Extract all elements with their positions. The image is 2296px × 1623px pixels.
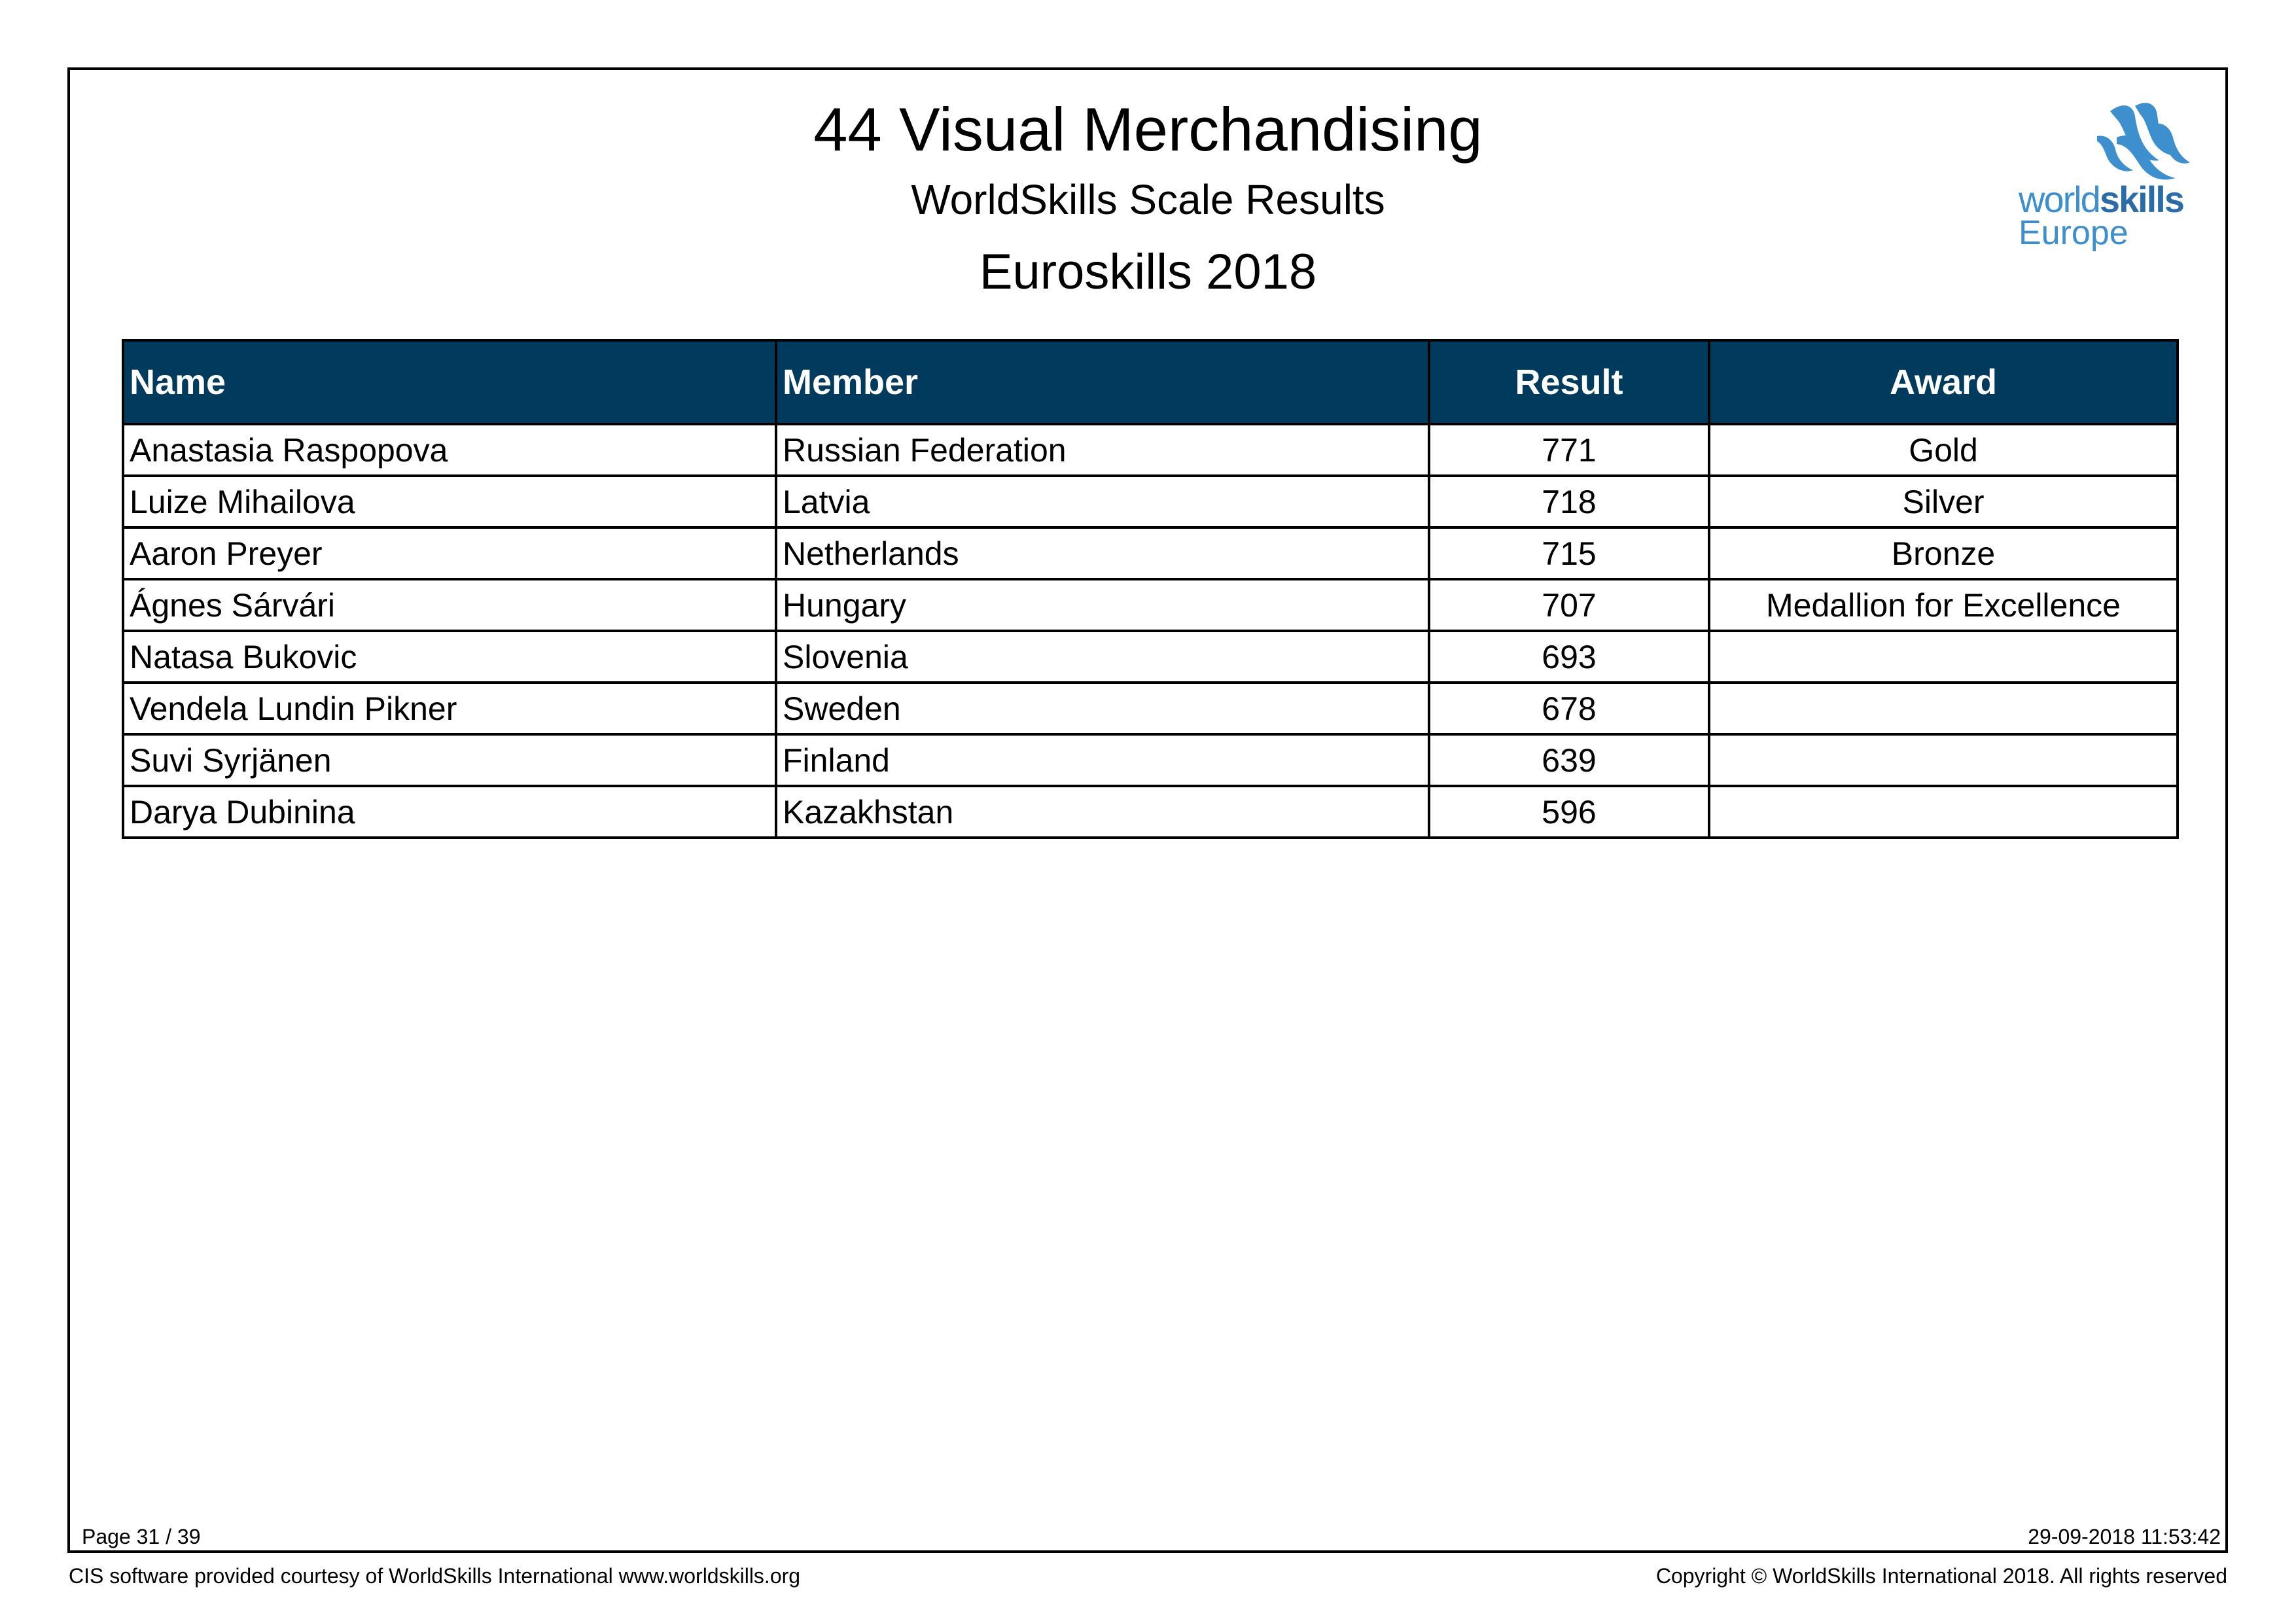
cell-award: Silver: [1709, 476, 2178, 527]
cell-award: [1709, 786, 2178, 838]
cell-name: Darya Dubinina: [123, 786, 776, 838]
cell-result: 771: [1429, 424, 1709, 476]
table-row: [123, 424, 2178, 476]
cell-member: Finland: [776, 734, 1429, 786]
page-title: 44 Visual Merchandising: [813, 95, 1483, 164]
cell-award: Bronze: [1709, 527, 2178, 579]
cell-member: Sweden: [776, 683, 1429, 734]
cell-name: Suvi Syrjänen: [123, 734, 776, 786]
table-row: [123, 631, 2178, 683]
table-row: [123, 579, 2178, 631]
table-row: [123, 683, 2178, 734]
cell-award: Gold: [1709, 424, 2178, 476]
copyright-notice: Copyright © WorldSkills International 2018. All rights reserved: [1655, 1564, 2227, 1588]
column-header-result: Result: [1429, 340, 1709, 424]
cell-name: Natasa Bukovic: [123, 631, 776, 683]
table-row: [123, 786, 2178, 838]
cell-result: 693: [1429, 631, 1709, 683]
cell-member: Hungary: [776, 579, 1429, 631]
software-credit: CIS software provided courtesy of WorldSkills International www.worldskills.org: [69, 1564, 801, 1588]
cell-name: Vendela Lundin Pikner: [123, 683, 776, 734]
cell-award: [1709, 631, 2178, 683]
cell-member: Slovenia: [776, 631, 1429, 683]
column-header-name: Name: [123, 340, 776, 424]
print-timestamp: 29-09-2018 11:53:42: [2028, 1525, 2221, 1548]
logo-wordmark: worldskills: [2019, 179, 2183, 220]
table-row: [123, 734, 2178, 786]
column-header-member: Member: [776, 340, 1429, 424]
cell-result: 639: [1429, 734, 1709, 786]
cell-member: Kazakhstan: [776, 786, 1429, 838]
results-table: [122, 339, 2179, 839]
cell-result: 707: [1429, 579, 1709, 631]
column-header-award: Award: [1709, 340, 2178, 424]
cell-award: [1709, 734, 2178, 786]
cell-result: 678: [1429, 683, 1709, 734]
event-name: Euroskills 2018: [979, 244, 1317, 300]
cell-award: Medallion for Excellence: [1709, 579, 2178, 631]
cell-member: Russian Federation: [776, 424, 1429, 476]
table-row: [123, 476, 2178, 527]
page-subtitle: WorldSkills Scale Results: [911, 176, 1385, 223]
cell-member: Netherlands: [776, 527, 1429, 579]
cell-result: 715: [1429, 527, 1709, 579]
cell-name: Aaron Preyer: [123, 527, 776, 579]
cell-result: 718: [1429, 476, 1709, 527]
page-number: Page 31 / 39: [82, 1525, 201, 1548]
worldskills-swirl-icon: [2019, 98, 2195, 187]
cell-name: Luize Mihailova: [123, 476, 776, 527]
cell-result: 596: [1429, 786, 1709, 838]
cell-name: Ágnes Sárvári: [123, 579, 776, 631]
table-header-row: [123, 340, 2178, 424]
cell-name: Anastasia Raspopova: [123, 424, 776, 476]
cell-member: Latvia: [776, 476, 1429, 527]
worldskills-europe-logo: [2019, 98, 2195, 255]
cell-award: [1709, 683, 2178, 734]
logo-europe: Europe: [2019, 214, 2128, 252]
table-row: [123, 527, 2178, 579]
